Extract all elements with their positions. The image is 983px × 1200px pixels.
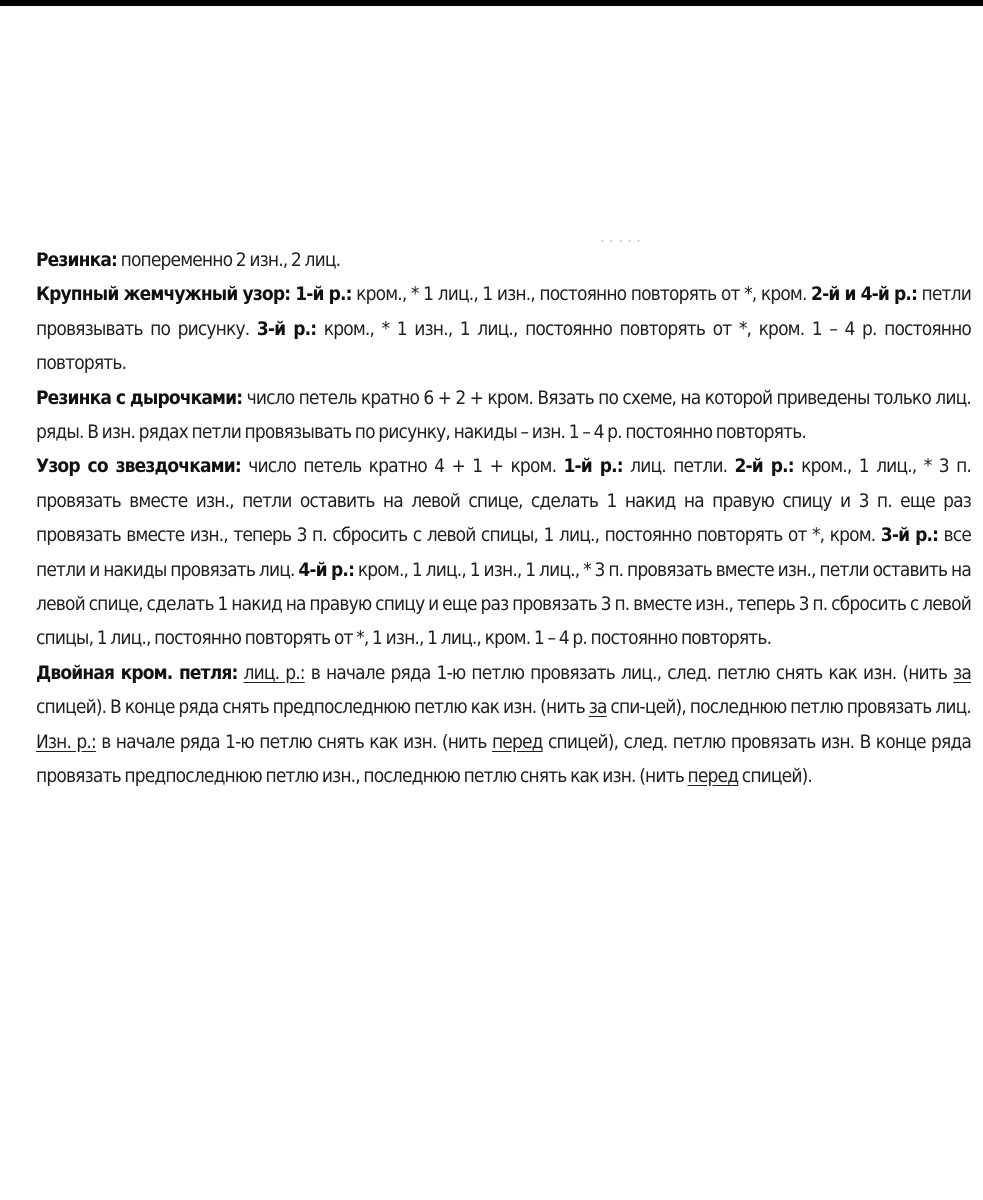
bold-term: Узор со звездочками: bbox=[36, 455, 241, 478]
underlined-term: лиц. р.: bbox=[243, 661, 305, 684]
underlined-term: за bbox=[588, 696, 607, 719]
bold-term: 3-й р.: bbox=[256, 317, 317, 340]
top-border-bar bbox=[0, 0, 983, 6]
paragraph-dvoynaya-krom-petlya bbox=[36, 656, 971, 794]
underlined-term: перед bbox=[687, 765, 739, 788]
bold-term: 3-й р.: bbox=[880, 524, 939, 547]
knitting-instructions bbox=[36, 243, 971, 794]
bold-term: 2-й и 4-й р.: bbox=[811, 283, 918, 306]
paragraph-rezinka-s-dyrochkami bbox=[36, 381, 971, 450]
underlined-term: Изн. р.: bbox=[36, 730, 96, 753]
paragraph-rezinka bbox=[36, 243, 971, 277]
body-text: петли провязывать по рисунку. bbox=[36, 283, 971, 340]
bold-term: Резинка: bbox=[36, 249, 118, 271]
paragraph-krupny-zhemchuzhny-uzor bbox=[36, 277, 971, 380]
bold-term: Резинка с дырочками: bbox=[36, 386, 243, 409]
body-text: кром., * 1 лиц., 1 изн., постоянно повторять от *, кром. bbox=[351, 283, 812, 306]
body-text: кром., 1 лиц., * 3 п. провязать вместе изн., петли оставить на левой спице, сделать 1 накид на правую спицу и 3 п. еще раз провязать вместе изн., теперь 3 п. сбросить с левой спицы, 1 лиц., постоянно повторять от *, кром. bbox=[36, 455, 971, 547]
body-text: число петель кратно 4 + 1 + кром. bbox=[240, 455, 564, 478]
bold-term: Двойная кром. петля: bbox=[36, 661, 238, 684]
underlined-term: за bbox=[953, 661, 971, 684]
body-text: спи-цей), последнюю петлю провязать лиц. bbox=[606, 696, 971, 719]
body-text: в начале ряда 1-ю петлю провязать лиц., след. петлю снять как изн. (нить bbox=[304, 661, 954, 684]
paragraph-uzor-so-zvezdochkami bbox=[36, 449, 971, 655]
body-text: кром., * 1 изн., 1 лиц., постоянно повторять от *, кром. 1 – 4 р. постоянно повторять. bbox=[36, 317, 972, 375]
body-text: кром., 1 лиц., 1 изн., 1 лиц., * 3 п. провязать вместе изн., петли оставить на левой спице, сделать 1 накид на правую спицу и еще раз провязать 3 п. вместе изн., теперь 3 п. сбросить с левой спицы, 1 лиц., постоянно повторять от *, 1 изн., 1 лиц., кром. 1 – 4 р. постоянно повторять. bbox=[36, 558, 971, 650]
body-text: в начале ряда 1-ю петлю снять как изн. (нить bbox=[95, 730, 492, 753]
body-text: все петли и накиды провязать лиц. bbox=[36, 524, 971, 581]
body-text: число петель кратно 6 + 2 + кром. Вязать по схеме, на которой приведены только лиц. ряды. В изн. рядах петли провязывать по рисунку, накиды – изн. 1 – 4 р. постоянно повторять. bbox=[36, 386, 971, 444]
body-text: попеременно 2 изн., 2 лиц. bbox=[117, 249, 341, 271]
bold-term: 1-й р.: bbox=[563, 455, 623, 478]
bold-term: 4-й р.: bbox=[298, 558, 355, 581]
body-text: лиц. петли. bbox=[622, 455, 735, 478]
bold-term: 2-й р.: bbox=[734, 455, 794, 478]
body-text: спицей), след. петлю провязать изн. В конце ряда провязать предпоследнюю петлю изн., последнюю петлю снять как изн. (нить bbox=[36, 730, 972, 788]
body-text: спицей). bbox=[738, 765, 813, 788]
bold-term: Крупный жемчужный узор: 1-й р.: bbox=[36, 283, 352, 306]
body-text: спицей). В конце ряда снять предпоследнюю петлю как изн. (нить bbox=[36, 696, 589, 719]
scan-speck bbox=[598, 240, 644, 242]
underlined-term: перед bbox=[491, 730, 543, 753]
